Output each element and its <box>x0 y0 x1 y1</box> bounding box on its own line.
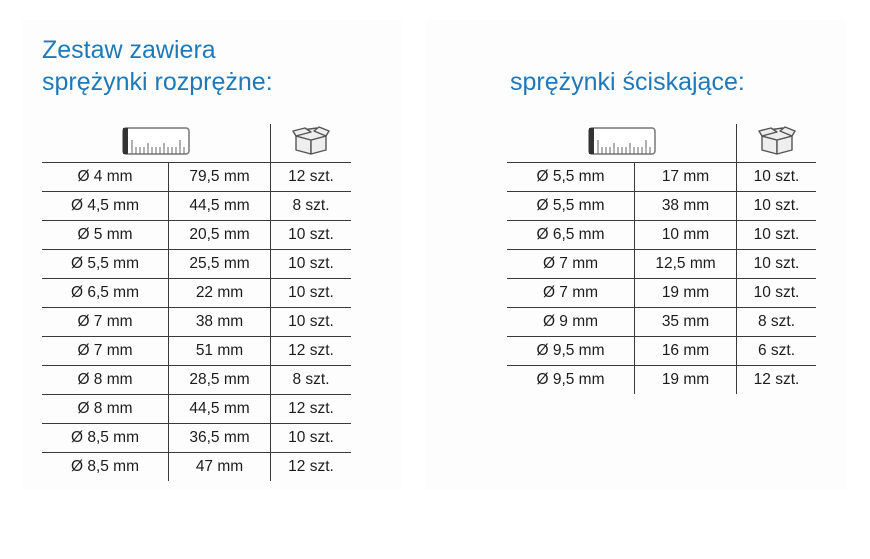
quantity-cell: 10 szt. <box>737 279 817 308</box>
table-row <box>42 337 351 366</box>
length-cell: 22 mm <box>169 279 271 308</box>
compression-springs-body <box>507 124 816 394</box>
table-row <box>507 308 816 337</box>
length-header-cell <box>42 124 271 163</box>
quantity-cell: 10 szt. <box>271 221 352 250</box>
quantity-cell: 12 szt. <box>271 395 352 424</box>
length-cell: 28,5 mm <box>169 366 271 395</box>
length-cell: 79,5 mm <box>169 163 271 192</box>
quantity-cell: 10 szt. <box>737 221 817 250</box>
length-cell: 51 mm <box>169 337 271 366</box>
table-row <box>507 250 816 279</box>
diameter-cell: Ø 5,5 mm <box>42 250 169 279</box>
length-cell: 38 mm <box>169 308 271 337</box>
length-cell: 35 mm <box>635 308 737 337</box>
expansion-springs-title: Zestaw zawiera sprężynki rozprężne: <box>42 36 273 96</box>
quantity-cell: 6 szt. <box>737 337 817 366</box>
ruler-icon <box>588 126 656 161</box>
length-cell: 36,5 mm <box>169 424 271 453</box>
diameter-cell: Ø 6,5 mm <box>42 279 169 308</box>
table-row <box>507 279 816 308</box>
table-row <box>507 337 816 366</box>
quantity-cell: 8 szt. <box>271 366 352 395</box>
diameter-cell: Ø 8 mm <box>42 395 169 424</box>
length-cell: 19 mm <box>635 279 737 308</box>
length-cell: 38 mm <box>635 192 737 221</box>
table-row <box>42 308 351 337</box>
length-cell: 17 mm <box>635 163 737 192</box>
table-row <box>42 250 351 279</box>
length-cell: 44,5 mm <box>169 192 271 221</box>
quantity-cell: 12 szt. <box>271 337 352 366</box>
quantity-cell: 10 szt. <box>271 250 352 279</box>
table-row <box>42 366 351 395</box>
table-row <box>42 424 351 453</box>
box-icon <box>292 126 330 161</box>
diameter-cell: Ø 9,5 mm <box>507 337 635 366</box>
table-row <box>42 395 351 424</box>
expansion-springs-table <box>42 124 351 481</box>
expansion-springs-body <box>42 124 351 481</box>
quantity-cell: 10 szt. <box>737 163 817 192</box>
compression-springs-table <box>507 124 816 394</box>
diameter-cell: Ø 8,5 mm <box>70 458 140 475</box>
diameter-cell: Ø 8,5 mm <box>42 424 169 453</box>
table-row <box>42 453 351 482</box>
table-row <box>42 221 351 250</box>
diameter-cell: Ø 7 mm <box>507 279 635 308</box>
diameter-cell: Ø 5 mm <box>42 221 169 250</box>
table-header-row <box>507 124 816 163</box>
diameter-cell: Ø 5,5 mm <box>507 163 635 192</box>
length-header-cell <box>507 124 737 163</box>
length-cell: 19 mm <box>635 366 737 395</box>
diameter-cell: Ø 8 mm <box>42 366 169 395</box>
quantity-cell: 10 szt. <box>271 424 352 453</box>
table-row <box>42 163 351 192</box>
quantity-cell: 12 szt. <box>271 453 352 482</box>
compression-springs-title: sprężynki ściskające: <box>510 68 745 96</box>
box-icon <box>758 126 796 161</box>
diameter-cell: Ø 7 mm <box>42 308 169 337</box>
length-cell: 47 mm <box>169 453 271 482</box>
length-cell: 16 mm <box>635 337 737 366</box>
quantity-cell: 10 szt. <box>271 279 352 308</box>
diameter-cell: Ø 6,5 mm <box>507 221 635 250</box>
table-row <box>42 192 351 221</box>
diameter-cell: Ø 7 mm <box>507 250 635 279</box>
table-row <box>507 221 816 250</box>
length-cell: 25,5 mm <box>169 250 271 279</box>
quantity-header-cell <box>271 124 352 163</box>
table-header-row <box>42 124 351 163</box>
quantity-cell: 8 szt. <box>271 192 352 221</box>
length-cell: 20,5 mm <box>169 221 271 250</box>
quantity-cell: 8 szt. <box>737 308 817 337</box>
quantity-header-cell <box>737 124 817 163</box>
table-row <box>507 163 816 192</box>
diameter-cell: Ø 7 mm <box>42 337 169 366</box>
diameter-cell: Ø 5,5 mm <box>507 192 635 221</box>
diameter-cell: Ø 9,5 mm <box>536 371 605 388</box>
quantity-cell: 10 szt. <box>737 192 817 221</box>
ruler-icon <box>122 126 190 161</box>
table-row <box>507 192 816 221</box>
quantity-cell: 12 szt. <box>271 163 352 192</box>
diameter-cell: Ø 9 mm <box>507 308 635 337</box>
length-cell: 44,5 mm <box>169 395 271 424</box>
quantity-cell: 10 szt. <box>271 308 352 337</box>
table-row <box>507 366 816 395</box>
diameter-cell: Ø 4,5 mm <box>42 192 169 221</box>
table-row <box>42 279 351 308</box>
quantity-cell: 12 szt. <box>737 366 817 395</box>
length-cell: 12,5 mm <box>635 250 737 279</box>
diameter-cell: Ø 4 mm <box>42 163 169 192</box>
length-cell: 10 mm <box>635 221 737 250</box>
quantity-cell: 10 szt. <box>737 250 817 279</box>
